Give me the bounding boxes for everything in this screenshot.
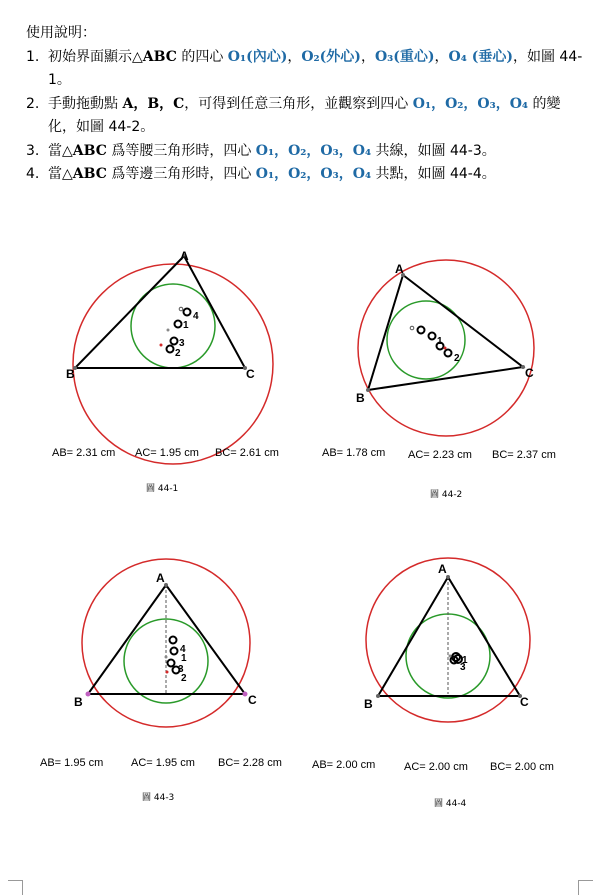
measurement-ab: AB= 2.31 cm — [52, 447, 116, 459]
figure-44-3-diagram — [40, 560, 300, 820]
vertex-label-c: C — [246, 367, 255, 381]
measurement-ac: AC= 2.23 cm — [408, 449, 472, 461]
item-text-segment: 共點，如圖 44-4。 — [371, 166, 496, 182]
figure-44-1-diagram — [40, 240, 300, 510]
page-corner-mark — [8, 880, 23, 895]
figure-44-2-diagram — [310, 245, 580, 515]
center-label: 3 — [179, 338, 185, 349]
figure-44-4-diagram — [310, 560, 580, 820]
figure-caption: 圖 44-4 — [434, 799, 467, 809]
center-label: 1 — [183, 320, 189, 331]
item-text — [48, 143, 496, 159]
figure-44-1 — [40, 240, 300, 510]
item-text-segment: ， — [360, 48, 375, 65]
instruction-item — [26, 46, 586, 93]
figure-44-2 — [310, 245, 580, 515]
item-text-segment: 的四心 — [176, 48, 228, 65]
item-text-segment: ，如圖 44-1。 — [48, 48, 583, 88]
item-number: 4. — [26, 166, 40, 182]
figure-caption: 圖 44-1 — [146, 484, 179, 494]
vertex-label-c: C — [525, 366, 534, 380]
item-number: 3. — [26, 142, 40, 159]
item-text-segment: O₁，O₂，O₃，O₄ — [255, 142, 372, 159]
instruction-list — [26, 46, 586, 187]
item-text-segment: 共線，如圖 44-3。 — [371, 142, 496, 159]
item-text-segment: 爲等腰三角形時，四心 — [106, 142, 256, 159]
instruction-item — [26, 93, 586, 140]
instruction-item — [26, 140, 586, 164]
item-text-segment: 初始界面顯示 — [48, 48, 132, 65]
center-label: 2 — [175, 348, 181, 359]
item-text-segment: △ABC — [132, 48, 177, 65]
instructions — [26, 22, 586, 187]
item-text-segment: 當 — [48, 142, 62, 159]
item-number: 1. — [26, 48, 40, 65]
vertex-dots — [376, 575, 522, 698]
instruction-item — [26, 163, 586, 187]
vertex-label-a: A — [156, 571, 165, 585]
item-text — [48, 96, 561, 136]
center-label: 2 — [454, 353, 460, 364]
item-text-segment: O₁(內心) — [227, 48, 288, 65]
item-text-segment: ， — [434, 48, 449, 65]
figure-44-4 — [310, 560, 580, 820]
figure-caption: 圖 44-2 — [430, 490, 463, 500]
item-text-segment: 當 — [48, 166, 62, 182]
vertex-label-b: B — [356, 391, 365, 405]
center-label: 4 — [180, 644, 186, 655]
vertex-label-c: C — [520, 695, 529, 709]
vertex-label-a: A — [438, 562, 447, 576]
item-text-segment: 的變化，如圖 44-2。 — [48, 95, 561, 135]
measurement-bc: BC= 2.61 cm — [215, 447, 279, 459]
triangle-abc — [75, 256, 245, 368]
center-label: 4 — [193, 311, 199, 322]
item-text-segment: A，B，C — [122, 95, 185, 112]
measurement-bc: BC= 2.37 cm — [492, 449, 556, 461]
vertex-label-a: A — [395, 262, 404, 276]
measurement-ac: AC= 2.00 cm — [404, 761, 468, 773]
item-text-segment: 爲等邊三角形時，四心 — [106, 166, 256, 182]
item-text-segment: △ABC — [62, 142, 107, 159]
vertex-label-b: B — [74, 695, 83, 709]
item-text-segment: △ABC — [62, 166, 107, 182]
triangle-abc — [378, 577, 520, 696]
measurement-ab: AB= 2.00 cm — [312, 759, 376, 771]
center-label: 1 — [462, 655, 468, 666]
item-text — [48, 49, 582, 89]
vertex-label-c: C — [248, 693, 257, 707]
item-text-segment: O₂(外心) — [301, 48, 361, 65]
item-text-segment: ， — [287, 48, 302, 65]
vertex-label-b: B — [66, 367, 75, 381]
center-points — [410, 326, 451, 356]
figure-caption: 圖 44-3 — [142, 793, 175, 803]
item-text-segment: O₁，O₂，O₃，O₄ — [255, 166, 372, 182]
measurement-bc: BC= 2.00 cm — [490, 761, 554, 773]
vertex-dots — [73, 254, 247, 370]
item-text-segment: O₁，O₂，O₃，O₄ — [412, 95, 529, 112]
measurement-ac: AC= 1.95 cm — [131, 757, 195, 769]
item-text-segment: 手動拖動點 — [48, 95, 123, 112]
measurement-ac: AC= 1.95 cm — [135, 447, 199, 459]
triangle-abc — [368, 275, 523, 390]
instructions-title: 使用說明： — [26, 25, 96, 41]
center-label: 3 — [460, 662, 466, 673]
vertex-label-b: B — [364, 697, 373, 711]
item-text — [48, 166, 496, 182]
figure-44-3 — [40, 560, 300, 820]
item-text-segment: ，可得到任意三角形，並觀察到四心 — [184, 95, 413, 112]
center-label: 2 — [181, 673, 187, 684]
item-text-segment: O₃(重心) — [374, 48, 435, 65]
page-corner-mark — [578, 880, 593, 895]
item-text-segment: O₄ (垂心) — [448, 48, 513, 65]
measurement-ab: AB= 1.78 cm — [322, 447, 386, 459]
vertex-label-a: A — [180, 249, 189, 263]
center-label: 1 — [437, 336, 443, 347]
measurement-ab: AB= 1.95 cm — [40, 757, 104, 769]
center-label: 1 — [181, 653, 187, 664]
measurement-bc: BC= 2.28 cm — [218, 757, 282, 769]
item-number: 2. — [26, 95, 40, 112]
center-label: 3 — [178, 664, 184, 675]
